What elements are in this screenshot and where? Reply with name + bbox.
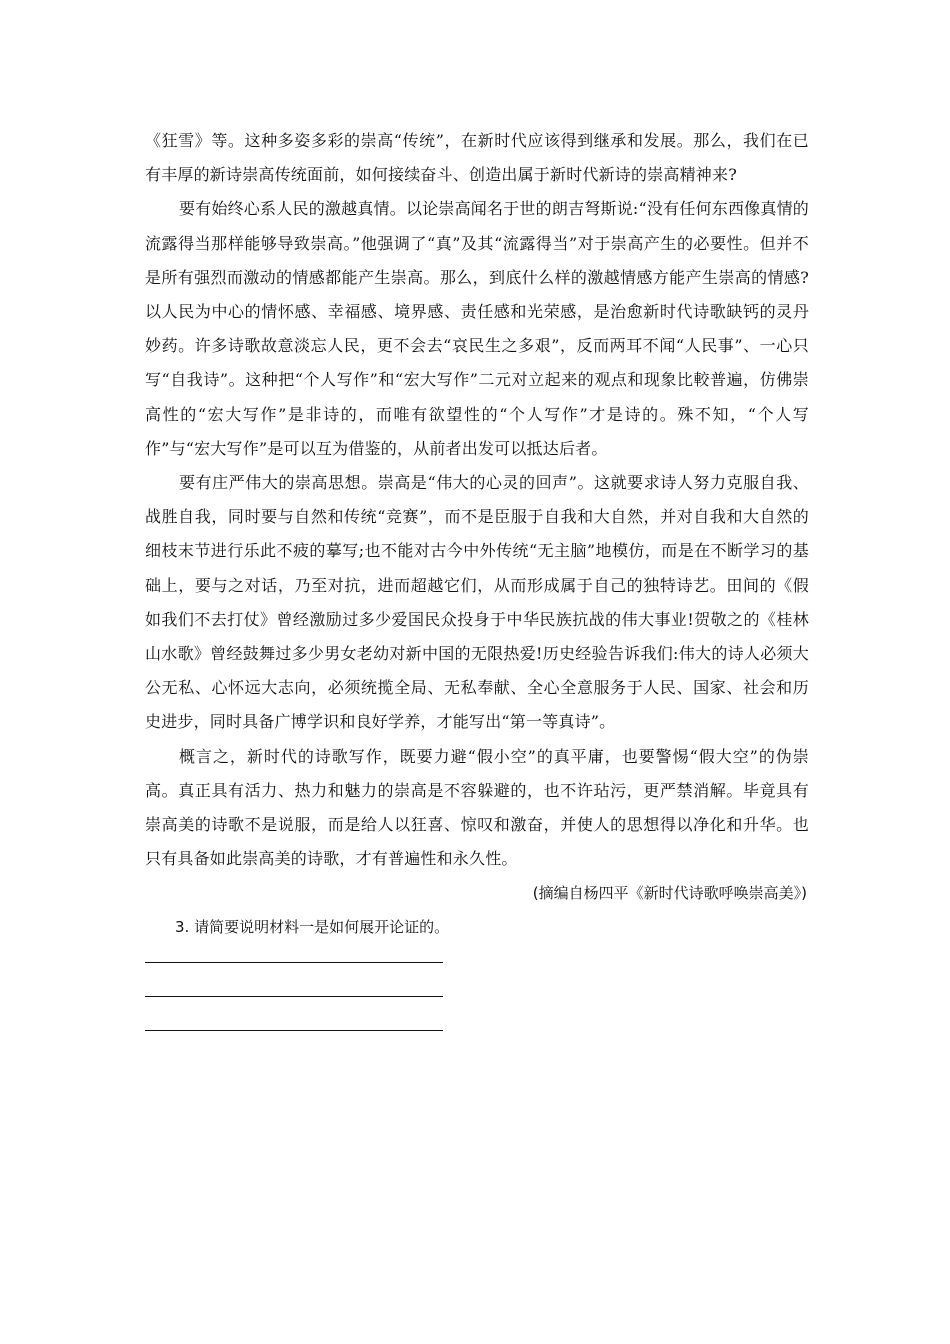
answer-line[interactable] (145, 962, 443, 963)
answer-area (145, 962, 809, 1031)
answer-line[interactable] (145, 1030, 443, 1031)
paragraph-sincere-emotion: 要有始终心系人民的激越真情。以论崇高闻名于世的朗吉弩斯说:“没有任何东西像真情的流露得当那样能够导致崇高。”他强调了“真”及其“流露得当”对于崇高产生的必要性。但并不是所有强烈而激动的情感都能产生崇高。那么，到底什么样的激越情感方能产生崇高的情感?以人民为中心的情怀感、幸福感、境界感、责任感和光荣感，是治愈新时代诗歌缺钙的灵丹妙药。许多诗歌故意淡忘人民，更不会去“哀民生之多艰”，反而两耳不闻“人民事”、一心只写“自我诗”。这种把“个人写作”和“宏大写作”二元对立起来的观点和现象比較普遍，仿佛崇高性的“宏大写作”是非诗的，而唯有欲望性的“个人写作”才是诗的。殊不知，“个人写作”与“宏大写作”是可以互为借鉴的，从前者出发可以抵达后者。 (145, 199, 809, 458)
answer-line[interactable] (145, 996, 443, 997)
document-page (145, 124, 809, 1064)
paragraph-continuation: 《狂雪》等。这种多姿多彩的崇高“传统”，在新时代应该得到继承和发展。那么，我们在已有丰厚的新诗崇高传统面前，如何接续奋斗、创造出属于新时代新诗的崇高精神来? (145, 131, 809, 185)
paragraph-sublime-thought: 要有庄严伟大的崇高思想。崇高是“伟大的心灵的回声”。这就要求诗人努力克服自我、战胜自我，同时要与自然和传统“竞赛”，而不是臣服于自我和大自然，并对自我和大自然的细枝末节进行乐此不疲的摹写;也不能对古今中外传统“无主脑”地模仿，而是在不断学习的基础上，要与之对话，乃至对抗，进而超越它们，从而形成属于自己的独特诗艺。田间的《假如我们不去打仗》曾经激励过多少爱国民众投身于中华民族抗战的伟大事业!贺敬之的《桂林山水歌》曾经鼓舞过多少男女老幼对新中国的无限热爱!历史经验告诉我们:伟大的诗人必须大公无私、心怀远大志向，必须统揽全局、无私奉献、全心全意服务于人民、国家、社会和历史进步，同时具备广博学识和良好学养，才能写出“第一等真诗”。 (145, 473, 809, 732)
paragraph-conclusion: 概言之，新时代的诗歌写作，既要力避“假小空”的真平庸，也要警惕“假大空”的伪崇高。真正具有活力、热力和魅力的崇高是不容躲避的，也不许玷污，更严禁消解。毕竟具有崇高美的诗歌不是说服，而是给人以狂喜、惊叹和激奋，并使人的思想得以净化和升华。也只有具备如此崇高美的诗歌，才有普遍性和永久性。 (145, 746, 809, 869)
question-3: 3. 请简要说明材料一是如何展开论证的。 (175, 918, 450, 937)
source-citation: (摘编自杨四平《新时代诗歌呼唤崇高美》) (532, 884, 807, 903)
